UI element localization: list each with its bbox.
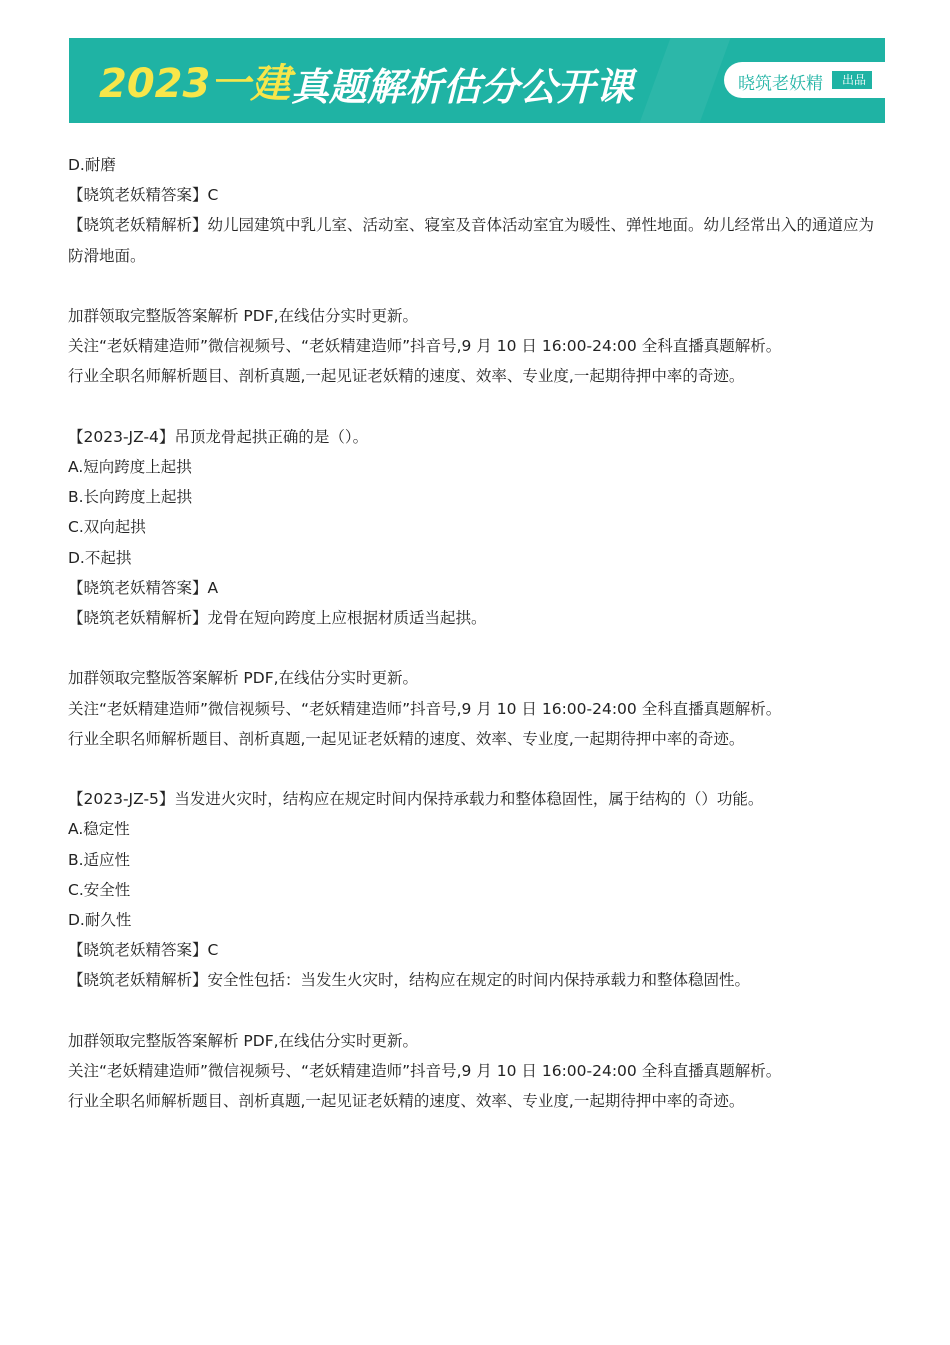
question-4-option-a: A.短向跨度上起拱	[68, 458, 192, 476]
question-4-option-b: B.长向跨度上起拱	[68, 488, 193, 507]
promo-line-1: 加群领取完整版答案解析 PDF,在线估分实时更新。	[68, 307, 419, 325]
question-5-analysis: 【晓筑老妖精解析】安全性包括：当发生火灾时，结构应在规定的时间内保持承载力和整体稳固性。	[68, 971, 751, 990]
question-4-stem: 【2023-JZ-4】吊顶龙骨起拱正确的是（）。	[68, 427, 369, 446]
question-4-answer: 【晓筑老妖精答案】A	[68, 578, 219, 597]
promo-line-3: 行业全职名师解析题目、剖析真题,一起见证老妖精的速度、效率、专业度,一起期待押中率的奇迹。	[68, 367, 745, 386]
promo-line-1: 加群领取完整版答案解析 PDF,在线估分实时更新。	[68, 669, 419, 688]
question-5-stem: 【2023-JZ-5】当发进火灾时，结构应在规定时间内保持承载力和整体稳固性，属于结构的（）功能。	[68, 790, 764, 809]
promo-line-2: 关注“老妖精建造师”微信视频号、“老妖精建造师”抖音号,9 月 10 日 16:00-24:00 全科直播真题解析。	[68, 699, 782, 718]
question-5-option-a: A.稳定性	[68, 820, 130, 839]
question-5-option-c: C.安全性	[68, 880, 131, 899]
question-4-option-c: C.双向起拱	[68, 518, 146, 537]
question-3-answer: 【晓筑老妖精答案】C	[68, 186, 219, 205]
promo-line-3: 行业全职名师解析题目、剖析真题,一起见证老妖精的速度、效率、专业度,一起期待押中率的奇迹。	[68, 729, 745, 748]
question-3-option-d: D.耐磨	[68, 156, 116, 174]
banner-course-title: 真题解析估分公开课	[291, 65, 634, 109]
banner-year-title: 2023一建	[99, 61, 291, 107]
promo-line-1: 加群领取完整版答案解析 PDF,在线估分实时更新。	[68, 1031, 419, 1050]
question-4-option-d: D.不起拱	[68, 548, 132, 567]
promo-line-3: 行业全职名师解析题目、剖析真题,一起见证老妖精的速度、效率、专业度,一起期待押中率的奇迹。	[68, 1092, 745, 1111]
question-3-analysis: 【晓筑老妖精解析】幼儿园建筑中乳儿室、活动室、寝室及音体活动室宜为暖性、弹性地面。幼儿经常出入的通道应为防滑地面。	[68, 216, 875, 265]
brand-badge	[724, 62, 885, 98]
brand-name: 晓筑老妖精	[738, 74, 823, 94]
question-4-analysis: 【晓筑老妖精解析】龙骨在短向跨度上应根据材质适当起拱。	[68, 609, 487, 628]
promo-line-2: 关注“老妖精建造师”微信视频号、“老妖精建造师”抖音号,9 月 10 日 16:00-24:00 全科直播真题解析。	[68, 337, 782, 356]
question-5-option-b: B.适应性	[68, 850, 131, 869]
question-5-answer: 【晓筑老妖精答案】C	[68, 941, 219, 960]
header-banner	[69, 38, 885, 123]
question-5-option-d: D.耐久性	[68, 911, 132, 930]
document-body	[68, 150, 888, 1116]
banner-stripe-decoration	[640, 38, 731, 123]
promo-line-2: 关注“老妖精建造师”微信视频号、“老妖精建造师”抖音号,9 月 10 日 16:00-24:00 全科直播真题解析。	[68, 1062, 782, 1081]
brand-tag: 出品	[832, 71, 872, 89]
